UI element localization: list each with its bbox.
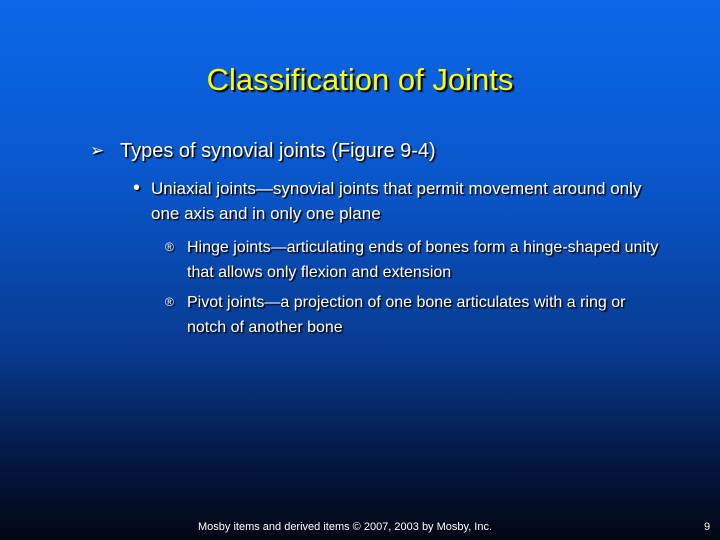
bullet-level3-text: Hinge joints—articulating ends of bones form a hinge-shaped unity that allows only flexion and extension <box>187 239 659 281</box>
copyright-notice: Mosby items and derived items © 2007, 2003 by Mosby, Inc. <box>198 521 493 533</box>
arrow-bullet-icon: ➢ <box>90 141 105 160</box>
registered-bullet-icon: ® <box>165 240 174 254</box>
dot-bullet-icon: • <box>133 177 141 199</box>
bullet-level1-text: Types of synovial joints (Figure 9-4) <box>120 140 436 162</box>
slide-title: Classification of Joints <box>206 62 514 97</box>
bullet-level2-text: Uniaxial joints—synovial joints that permit movement around only one axis and in only one plane <box>151 179 642 223</box>
bullet-level3-text: Pivot joints—a projection of one bone articulates with a ring or notch of another bone <box>187 294 626 336</box>
registered-bullet-icon: ® <box>165 295 174 309</box>
page-number: 9 <box>704 521 711 533</box>
